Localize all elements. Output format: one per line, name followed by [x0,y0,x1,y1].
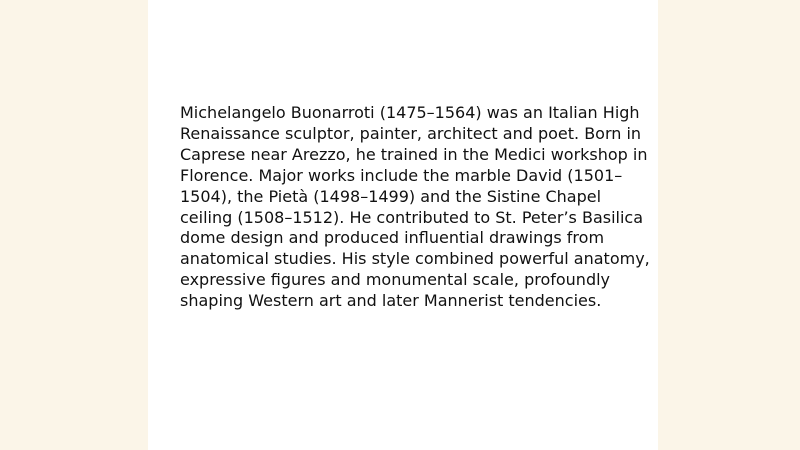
body-paragraph: Michelangelo Buonarroti (1475–1564) was an Italian High Renaissance sculptor, painter, architect and poet. Born in Caprese near Arezzo, he trained in the Medici workshop in Florence. Major works include the marble David (1501–1504), the Pietà (1498–1499) and the Sistine Chapel ceiling (1508–1512). He contributed to St. Peter’s Basilica dome design and produced influential drawings from anatomical studies. His style combined powerful anatomy, expressive figures and monumental scale, profoundly shaping Western art and later Mannerist tendencies. [180,103,650,311]
document-page [148,0,658,450]
